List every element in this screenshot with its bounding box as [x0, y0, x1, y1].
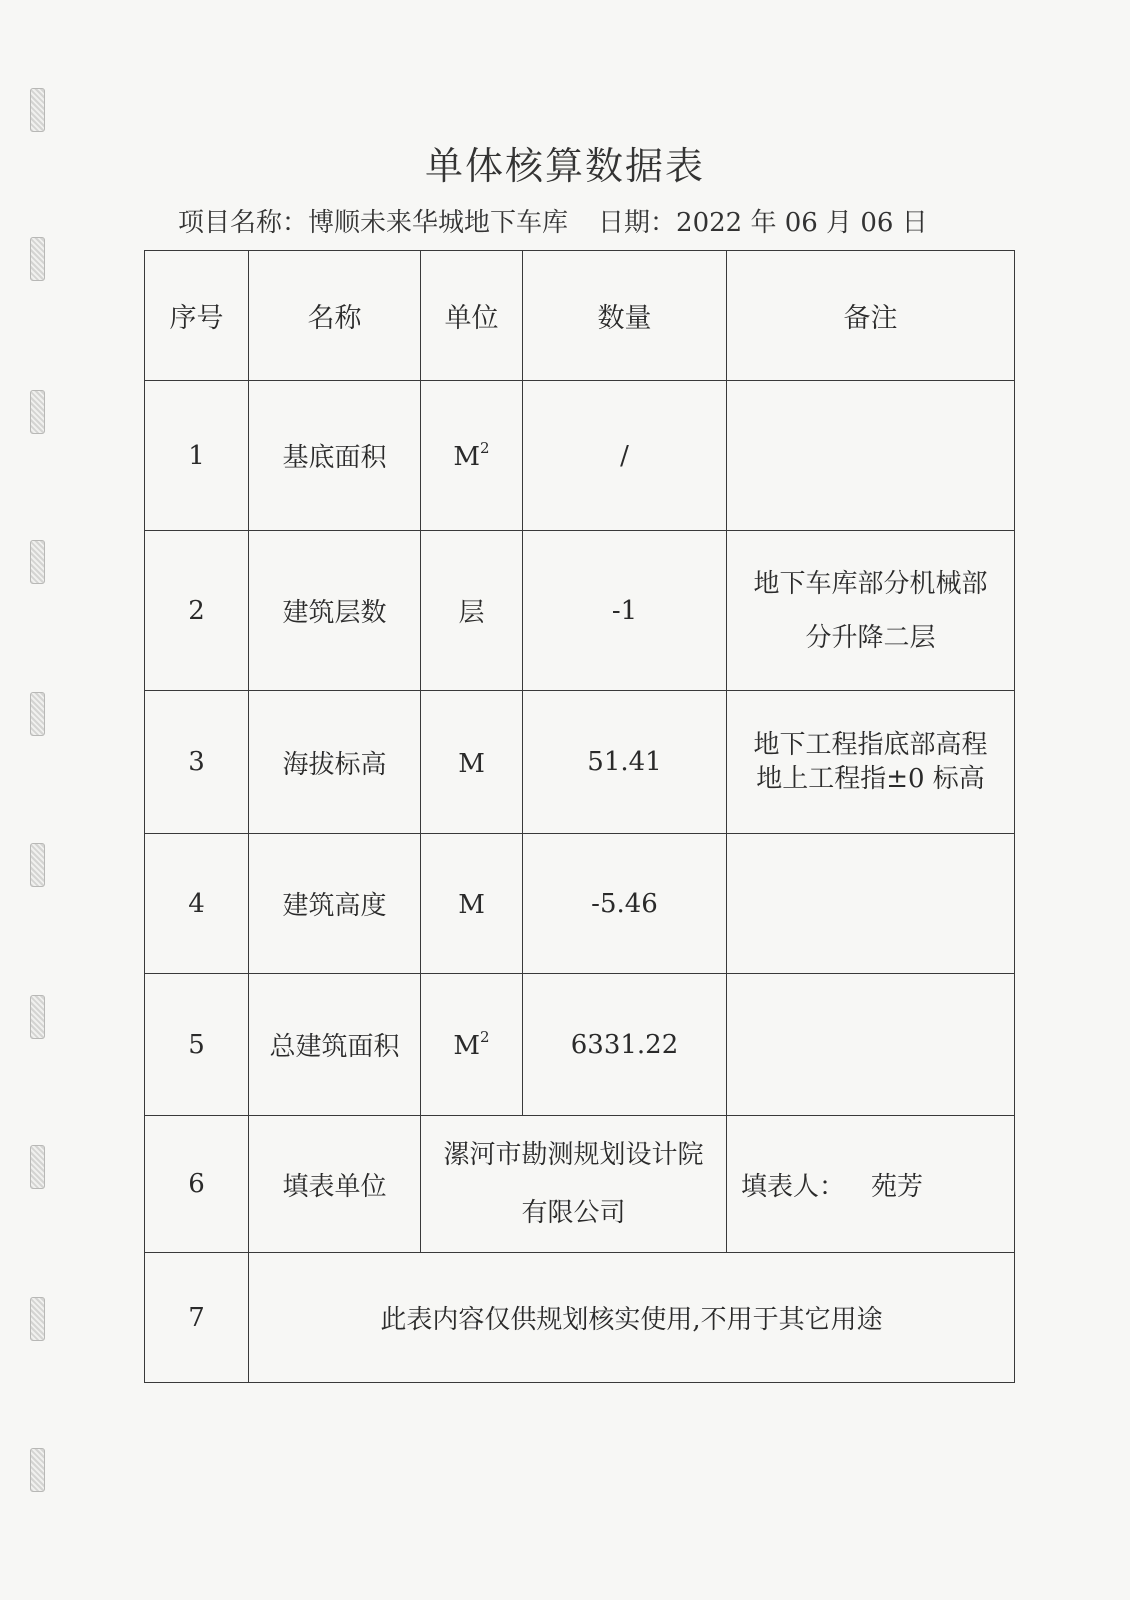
row-unit [421, 691, 523, 834]
row-unit [421, 974, 523, 1116]
row-remark [727, 691, 1015, 834]
table-row-note [145, 1253, 1015, 1383]
remark-line: 分升降二层 [805, 622, 936, 653]
unit-text: M [453, 442, 481, 472]
table-row [145, 531, 1015, 691]
row-name: 建筑高度 [249, 834, 421, 974]
binding-hole [30, 995, 45, 1039]
filler-name: 苑芳 [871, 1171, 924, 1202]
row-name: 填表单位 [249, 1116, 421, 1253]
row-quantity: -5.46 [523, 834, 727, 974]
organization-line: 有限公司 [521, 1198, 626, 1228]
row-name: 总建筑面积 [249, 974, 421, 1116]
row-quantity: -1 [523, 531, 727, 691]
document-date: 2022 年 06 月 06 日 [676, 208, 928, 238]
unit-text: M [458, 748, 485, 779]
row-no: 6 [145, 1116, 249, 1253]
document-subtitle [178, 202, 928, 239]
binding-hole [30, 88, 45, 132]
table-row [145, 834, 1015, 974]
remark-line: 地下工程指底部高程 [753, 730, 988, 760]
row-remark [727, 974, 1015, 1116]
header-name: 名称 [249, 251, 421, 381]
row-remark [727, 531, 1015, 691]
binding-hole [30, 540, 45, 584]
usage-note: 此表内容仅供规划核实使用,不用于其它用途 [249, 1253, 1015, 1383]
project-name: 博顺未来华城地下车库 [308, 208, 569, 238]
date-label: 日期： [598, 208, 677, 238]
header-remark: 备注 [727, 251, 1015, 381]
row-no: 2 [145, 531, 249, 691]
table-header-row [145, 251, 1015, 381]
binding-hole [30, 1297, 45, 1341]
binding-hole [30, 1448, 45, 1492]
binding-hole [30, 692, 45, 736]
row-no: 3 [145, 691, 249, 834]
row-unit [421, 834, 523, 974]
binding-hole [30, 1145, 45, 1189]
table-row [145, 381, 1015, 531]
row-quantity: 51.41 [523, 691, 727, 834]
table-row [145, 691, 1015, 834]
binding-hole [30, 843, 45, 887]
unit-superscript: 2 [480, 439, 490, 457]
row-unit [421, 531, 523, 691]
remark-line: 地上工程指±0 标高 [756, 764, 985, 794]
header-quantity: 数量 [523, 251, 727, 381]
binding-hole [30, 390, 45, 434]
filler-label: 填表人： [741, 1171, 846, 1202]
row-no: 4 [145, 834, 249, 974]
row-remark [727, 834, 1015, 974]
row-no: 1 [145, 381, 249, 531]
row-name: 基底面积 [249, 381, 421, 531]
row-remark [727, 381, 1015, 531]
filler-organization [421, 1116, 727, 1253]
organization-line: 漯河市勘测规划设计院 [443, 1140, 704, 1170]
row-quantity: / [523, 381, 727, 531]
unit-text: 层 [458, 598, 485, 628]
remark-line: 地下车库部分机械部 [753, 568, 988, 599]
row-no: 7 [145, 1253, 249, 1383]
filler-person [727, 1116, 1015, 1253]
row-no: 5 [145, 974, 249, 1116]
unit-superscript: 2 [480, 1028, 490, 1046]
project-label: 项目名称： [178, 208, 309, 238]
binding-hole [30, 237, 45, 281]
header-no: 序号 [145, 251, 249, 381]
unit-text: M [458, 890, 485, 920]
table-row [145, 974, 1015, 1116]
table-row-filler [145, 1116, 1015, 1253]
header-unit: 单位 [421, 251, 523, 381]
document-title: 单体核算数据表 [424, 144, 705, 188]
row-name: 建筑层数 [249, 531, 421, 691]
row-name: 海拔标高 [249, 691, 421, 834]
row-quantity: 6331.22 [523, 974, 727, 1116]
data-table [144, 250, 1015, 1383]
row-unit [421, 381, 523, 531]
unit-text: M [453, 1031, 481, 1061]
